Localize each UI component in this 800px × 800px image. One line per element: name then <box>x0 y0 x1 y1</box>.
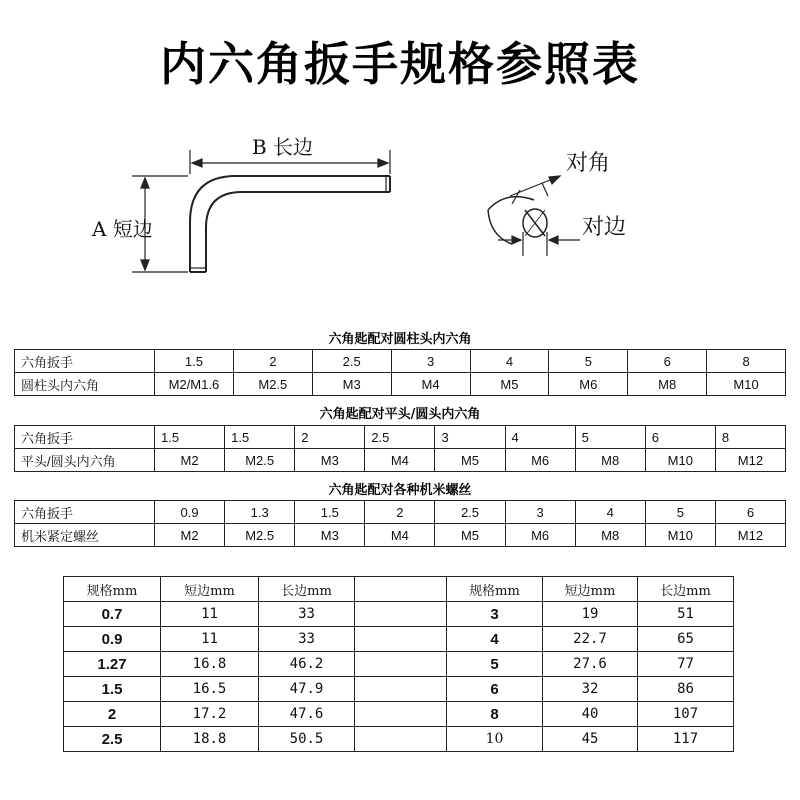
table-header-row <box>64 577 734 602</box>
table-cell: M2/M1.6 <box>155 373 234 396</box>
table-cell: M3 <box>295 449 365 472</box>
table-cell: M2.5 <box>225 449 295 472</box>
table-cell: 8 <box>715 426 785 449</box>
table-cell: M2 <box>155 449 225 472</box>
table-cell: 1.5 <box>64 677 161 702</box>
section-1-title: 六角匙配对圆柱头内六角 <box>328 332 472 347</box>
table-row <box>64 702 734 727</box>
header-cell: 长边mm <box>259 577 355 602</box>
table-cell: 2 <box>365 501 435 524</box>
header-cell: 规格mm <box>447 577 543 602</box>
table-cell: 47.6 <box>259 702 355 727</box>
size-table <box>63 576 734 752</box>
table-row <box>15 373 786 396</box>
table-cell: 六角扳手 <box>15 350 155 373</box>
table-row <box>15 524 786 547</box>
table-cell: 6 <box>447 677 543 702</box>
table-cell: 16.8 <box>161 652 259 677</box>
section-2-table <box>14 425 786 472</box>
across-flats-label: 对边 <box>582 215 627 240</box>
table-cell: 45 <box>543 727 638 752</box>
section-1-table <box>14 349 786 396</box>
table-cell: 1.3 <box>225 501 295 524</box>
table-cell: 11 <box>161 602 259 627</box>
table-cell: 4 <box>505 426 575 449</box>
table-row <box>64 727 734 752</box>
table-cell: 16.5 <box>161 677 259 702</box>
table-cell: 4 <box>447 627 543 652</box>
l-wrench-drawing <box>190 176 390 272</box>
table-row <box>64 677 734 702</box>
table-row <box>64 602 734 627</box>
table-cell: M4 <box>365 449 435 472</box>
table-cell: 2 <box>64 702 161 727</box>
header-cell: 短边mm <box>161 577 259 602</box>
table-cell: M6 <box>549 373 628 396</box>
table-cell: M10 <box>645 449 715 472</box>
header-cell: 短边mm <box>543 577 638 602</box>
table-cell: 3 <box>391 350 470 373</box>
table-cell: 0.7 <box>64 602 161 627</box>
table-cell: 107 <box>638 702 734 727</box>
table-cell: M4 <box>391 373 470 396</box>
table-cell: M4 <box>365 524 435 547</box>
table-cell: 4 <box>575 501 645 524</box>
table-cell: 86 <box>638 677 734 702</box>
table-cell: M3 <box>295 524 365 547</box>
table-cell: M10 <box>707 373 786 396</box>
header-cell: 规格mm <box>64 577 161 602</box>
table-cell: 50.5 <box>259 727 355 752</box>
table-cell: 33 <box>259 602 355 627</box>
table-cell: 1.5 <box>295 501 365 524</box>
short-side-label: A 短边 <box>92 217 153 241</box>
table-spacer <box>355 652 447 677</box>
table-row <box>15 449 786 472</box>
table-row <box>15 501 786 524</box>
table-cell: M5 <box>435 524 505 547</box>
table-cell: 2.5 <box>312 350 391 373</box>
table-cell: 32 <box>543 677 638 702</box>
table-cell: M6 <box>505 449 575 472</box>
table-cell: 46.2 <box>259 652 355 677</box>
table-cell: 1.5 <box>155 350 234 373</box>
table-cell: 27.6 <box>543 652 638 677</box>
table-cell: 2 <box>233 350 312 373</box>
table-spacer <box>355 702 447 727</box>
table-cell: M2.5 <box>233 373 312 396</box>
table-cell: 22.7 <box>543 627 638 652</box>
table-cell: 2.5 <box>365 426 435 449</box>
table-cell: 19 <box>543 602 638 627</box>
table-row <box>15 426 786 449</box>
table-cell: 机米紧定螺丝 <box>15 524 155 547</box>
table-cell: M3 <box>312 373 391 396</box>
table-cell: 65 <box>638 627 734 652</box>
table-cell: 2.5 <box>435 501 505 524</box>
table-cell: 3 <box>447 602 543 627</box>
table-cell: 10 <box>447 727 543 752</box>
long-side-label: B 长边 <box>252 135 314 159</box>
table-cell: 4 <box>470 350 549 373</box>
table-cell: 3 <box>435 426 505 449</box>
table-cell: 8 <box>707 350 786 373</box>
section-3-title: 六角匙配对各种机米螺丝 <box>328 483 472 498</box>
across-corners-label: 对角 <box>566 151 611 176</box>
table-cell: 6 <box>645 426 715 449</box>
table-cell: 0.9 <box>64 627 161 652</box>
table-cell: 0.9 <box>155 501 225 524</box>
section-3-table <box>14 500 786 547</box>
table-cell: M6 <box>505 524 575 547</box>
table-cell: M5 <box>470 373 549 396</box>
table-cell: 117 <box>638 727 734 752</box>
table-cell: 8 <box>447 702 543 727</box>
table-cell: 2 <box>295 426 365 449</box>
table-spacer <box>355 627 447 652</box>
table-cell: 6 <box>715 501 785 524</box>
table-cell: M10 <box>645 524 715 547</box>
table-cell: 圆柱头内六角 <box>15 373 155 396</box>
table-row <box>15 350 786 373</box>
table-cell: 2.5 <box>64 727 161 752</box>
across-corners-dimension <box>510 176 560 204</box>
table-cell: M2.5 <box>225 524 295 547</box>
table-cell: 5 <box>645 501 715 524</box>
hex-key-diagram <box>0 0 800 320</box>
table-cell: 六角扳手 <box>15 501 155 524</box>
table-cell: M12 <box>715 449 785 472</box>
table-cell: M8 <box>575 524 645 547</box>
table-spacer <box>355 677 447 702</box>
table-cell: 11 <box>161 627 259 652</box>
table-cell: 1.5 <box>225 426 295 449</box>
table-spacer <box>355 727 447 752</box>
table-cell: 1.27 <box>64 652 161 677</box>
table-cell: M12 <box>715 524 785 547</box>
table-cell: 5 <box>549 350 628 373</box>
table-cell: 5 <box>575 426 645 449</box>
page-title: 内六角扳手规格参照表 <box>160 37 640 91</box>
header-cell: 长边mm <box>638 577 734 602</box>
table-cell: 六角扳手 <box>15 426 155 449</box>
table-cell: 40 <box>543 702 638 727</box>
table-cell: 平头/圆头内六角 <box>15 449 155 472</box>
table-cell: 6 <box>628 350 707 373</box>
table-spacer <box>355 602 447 627</box>
table-cell: 51 <box>638 602 734 627</box>
section-2-title: 六角匙配对平头/圆头内六角 <box>319 407 481 422</box>
table-cell: 47.9 <box>259 677 355 702</box>
table-row <box>64 652 734 677</box>
table-cell: 18.8 <box>161 727 259 752</box>
table-row <box>64 627 734 652</box>
table-cell: 3 <box>505 501 575 524</box>
hex-cross-section <box>488 197 547 244</box>
table-cell: 17.2 <box>161 702 259 727</box>
table-cell: M8 <box>628 373 707 396</box>
table-cell: M2 <box>155 524 225 547</box>
table-cell: M5 <box>435 449 505 472</box>
table-spacer <box>355 577 447 602</box>
table-cell: 33 <box>259 627 355 652</box>
table-cell: M8 <box>575 449 645 472</box>
table-cell: 5 <box>447 652 543 677</box>
table-cell: 77 <box>638 652 734 677</box>
table-cell: 1.5 <box>155 426 225 449</box>
